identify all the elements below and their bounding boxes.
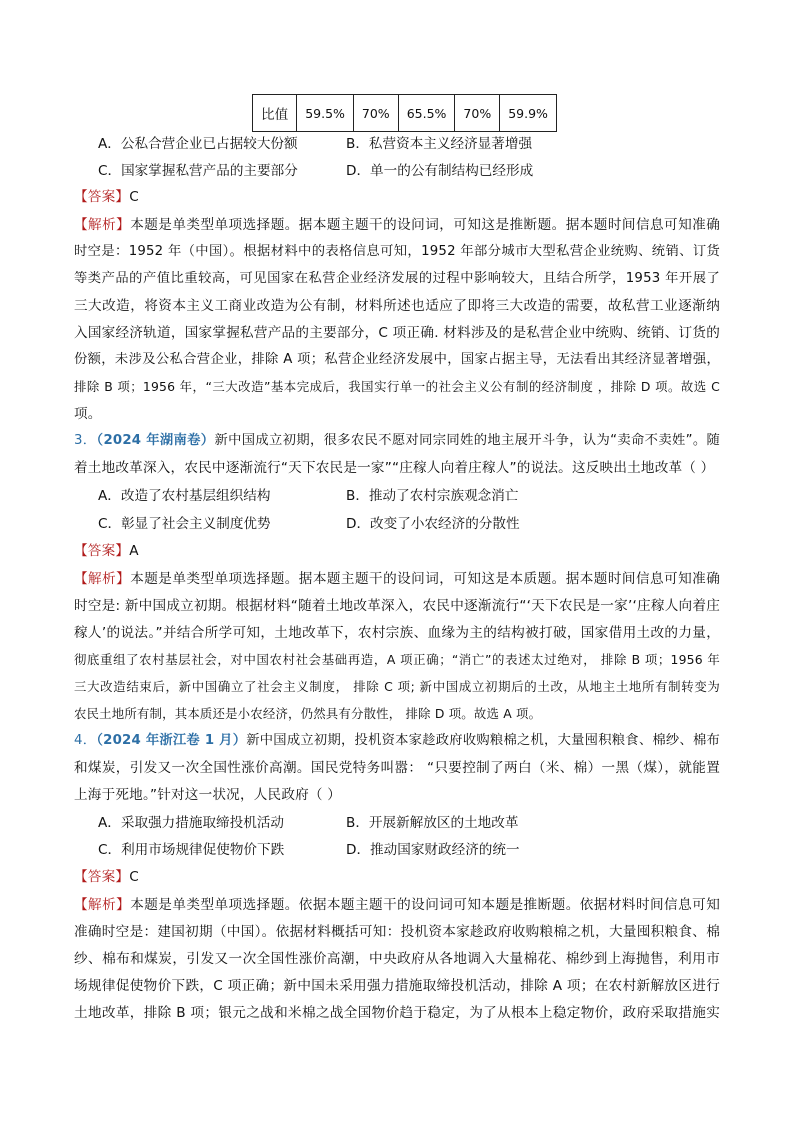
q3-analysis-line-5: 三大改造结束后，新中国确立了社会主义制度， 排除 C 项; 新中国成立初期后的土改，从地主土地所有制转变为 bbox=[74, 679, 720, 694]
q3-analysis-line-1 bbox=[74, 569, 720, 589]
analysis-text: 本题是单类型单项选择题。据本题主题干的设问词，可知这是推断题。据本题时间信息可知准确 bbox=[130, 217, 720, 233]
question-source: （2024 年浙江卷 1 月） bbox=[96, 733, 247, 748]
q3-analysis-line-2: 时空是: 新中国成立初期。根据材料“随着土地改革深入，农民中逐渐流行“‘天下农民是一家’‘庄稼人向着庄 bbox=[74, 598, 720, 614]
analysis-text: 本题是单类型单项选择题。依据本题主题干的设问词可知本题是推断题。依据材料时间信息可知 bbox=[130, 897, 720, 913]
analysis-label: 【解析】 bbox=[74, 217, 131, 233]
q4-stem-line-3: 上海于死地。”针对这一状况，人民政府（ ） bbox=[74, 787, 342, 803]
q2-analysis-line-2: 时空是：1952 年（中国）。根据材料中的表格信息可知，1952 年部分城市大型私营企业统购、统销、订货 bbox=[74, 244, 720, 259]
q4-analysis-line-5: 土地改革，排除 B 项；银元之战和米棉之战全国物价趋于稳定，为了从根本上稳定物价，政府采取措施实 bbox=[74, 1005, 720, 1021]
q4-analysis-line-2: 准确时空是：建国初期（中国）。依据材料概括可知：投机资本家趁政府收购粮棉之机，大量囤积粮食、棉 bbox=[74, 924, 720, 940]
q3-option-a: A．改造了农村基层组织结构 bbox=[98, 488, 271, 504]
answer-value: A bbox=[129, 543, 139, 559]
table-cell: 70% bbox=[353, 95, 398, 132]
q3-option-c: C．彰显了社会主义制度优势 bbox=[98, 516, 271, 532]
q2-analysis-line-3: 等类产品的产值比重较高，可见国家在私营企业经济发展的过程中影响较大，且结合所学，1953 年开展了 bbox=[74, 271, 720, 286]
q3-analysis-line-6: 农民土地所有制，其本质还是小农经济，仍然具有分散性， 排除 D 项。故选 A 项。 bbox=[74, 706, 542, 721]
table-cell: 65.5% bbox=[398, 95, 455, 132]
q4-option-a: A．采取强力措施取缔投机活动 bbox=[98, 815, 285, 831]
q2-analysis-line-5: 入国家经济轨道，国家掌握私营产品的主要部分，C 项正确. 材料涉及的是私营企业中统购、统销、订货的 bbox=[74, 325, 720, 341]
table-cell: 59.5% bbox=[297, 95, 354, 132]
table-cell: 59.9% bbox=[500, 95, 557, 132]
q3-analysis-line-3: 稼人’的说法。”并结合所学可知，土地改革下，农村宗族、血缘为主的结构被打破，国家借用土改的力量， bbox=[74, 625, 720, 641]
q4-option-d: D．推动国家财政经济的统一 bbox=[346, 842, 520, 858]
q2-option-d: D．单一的公有制结构已经形成 bbox=[346, 163, 534, 179]
q3-stem-line-2: 着土地改革深入，农民中逐渐流行“天下农民是一家”“庄稼人向着庄稼人”的说法。这反映出土地改革（ ） bbox=[74, 460, 715, 476]
question-number: 4． bbox=[74, 733, 97, 748]
q4-stem-line-2: 和煤炭，引发又一次全国性涨价高潮。国民党特务叫嚣： “只要控制了两白（米、棉）一黑（煤），就能置 bbox=[74, 760, 720, 776]
q2-option-b: B．私营资本主义经济显著增强 bbox=[346, 136, 533, 152]
answer-value: C bbox=[129, 869, 139, 885]
q4-answer bbox=[74, 867, 139, 887]
q2-analysis-line-8: 项。 bbox=[74, 406, 102, 422]
q4-option-b: B．开展新解放区的土地改革 bbox=[346, 815, 519, 831]
q3-stem-line-1 bbox=[74, 431, 720, 451]
table-cell: 70% bbox=[455, 95, 500, 132]
q3-option-d: D．改变了小农经济的分散性 bbox=[346, 516, 520, 532]
answer-value: C bbox=[129, 189, 139, 205]
ratio-table bbox=[252, 94, 557, 132]
q4-analysis-line-1 bbox=[74, 895, 720, 915]
table-row-header: 比值 bbox=[253, 95, 297, 132]
q3-answer bbox=[74, 541, 139, 561]
question-number: 3． bbox=[74, 433, 97, 448]
question-source: （2024 年湖南卷） bbox=[96, 433, 215, 448]
analysis-label: 【解析】 bbox=[74, 571, 131, 587]
table-row bbox=[253, 95, 557, 132]
q3-analysis-line-4: 彻底重组了农村基层社会，对中国农村社会基础再造，A 项正确；“消亡”的表述太过绝对， 排除 B 项；1956 年 bbox=[74, 652, 720, 667]
question-stem: 新中国成立初期，很多农民不愿对同宗同姓的地主展开斗争，认为“卖命不卖姓”。随 bbox=[214, 433, 720, 448]
q4-stem-line-1 bbox=[74, 731, 720, 751]
answer-label: 【答案】 bbox=[74, 543, 130, 559]
answer-label: 【答案】 bbox=[74, 869, 130, 885]
question-stem: 新中国成立初期，投机资本家趁政府收购粮棉之机，大量囤积粮食、棉纱、棉布 bbox=[246, 733, 720, 748]
q2-analysis-line-6: 份额，未涉及公私合营企业，排除 A 项；私营企业经济发展中，国家占据主导，无法看出其经济显著增强， bbox=[74, 352, 720, 367]
analysis-text: 本题是单类型单项选择题。据本题主题干的设问词，可知这是本质题。据本题时间信息可知准确 bbox=[130, 571, 720, 587]
q3-option-b: B．推动了农村宗族观念消亡 bbox=[346, 488, 519, 504]
q4-option-c: C．利用市场规律促使物价下跌 bbox=[98, 842, 285, 858]
q2-analysis-line-1 bbox=[74, 215, 720, 235]
q4-analysis-line-3: 纱、棉布和煤炭，引发又一次全国性涨价高潮，中央政府从各地调入大量棉花、棉纱到上海抛售，利用市 bbox=[74, 951, 720, 967]
q4-analysis-line-4: 场规律促使物价下跌，C 项正确；新中国未采用强力措施取缔投机活动，排除 A 项；在农村新解放区进行 bbox=[74, 978, 720, 994]
q2-option-a: A．公私合营企业已占据较大份额 bbox=[98, 136, 298, 152]
q2-analysis-line-7: 排除 B 项；1956 年，“三大改造”基本完成后，我国实行单一的社会主义公有制的经济制度 ，排除 D 项。故选 C bbox=[74, 379, 720, 394]
answer-label: 【答案】 bbox=[74, 189, 130, 205]
q2-option-c: C．国家掌握私营产品的主要部分 bbox=[98, 163, 298, 179]
analysis-label: 【解析】 bbox=[74, 897, 131, 913]
q2-analysis-line-4: 三大改造，将资本主义工商业改造为公有制，材料所述也适应了即将三大改造的需要，故私营工业逐渐纳 bbox=[74, 298, 720, 314]
q2-answer bbox=[74, 187, 139, 207]
